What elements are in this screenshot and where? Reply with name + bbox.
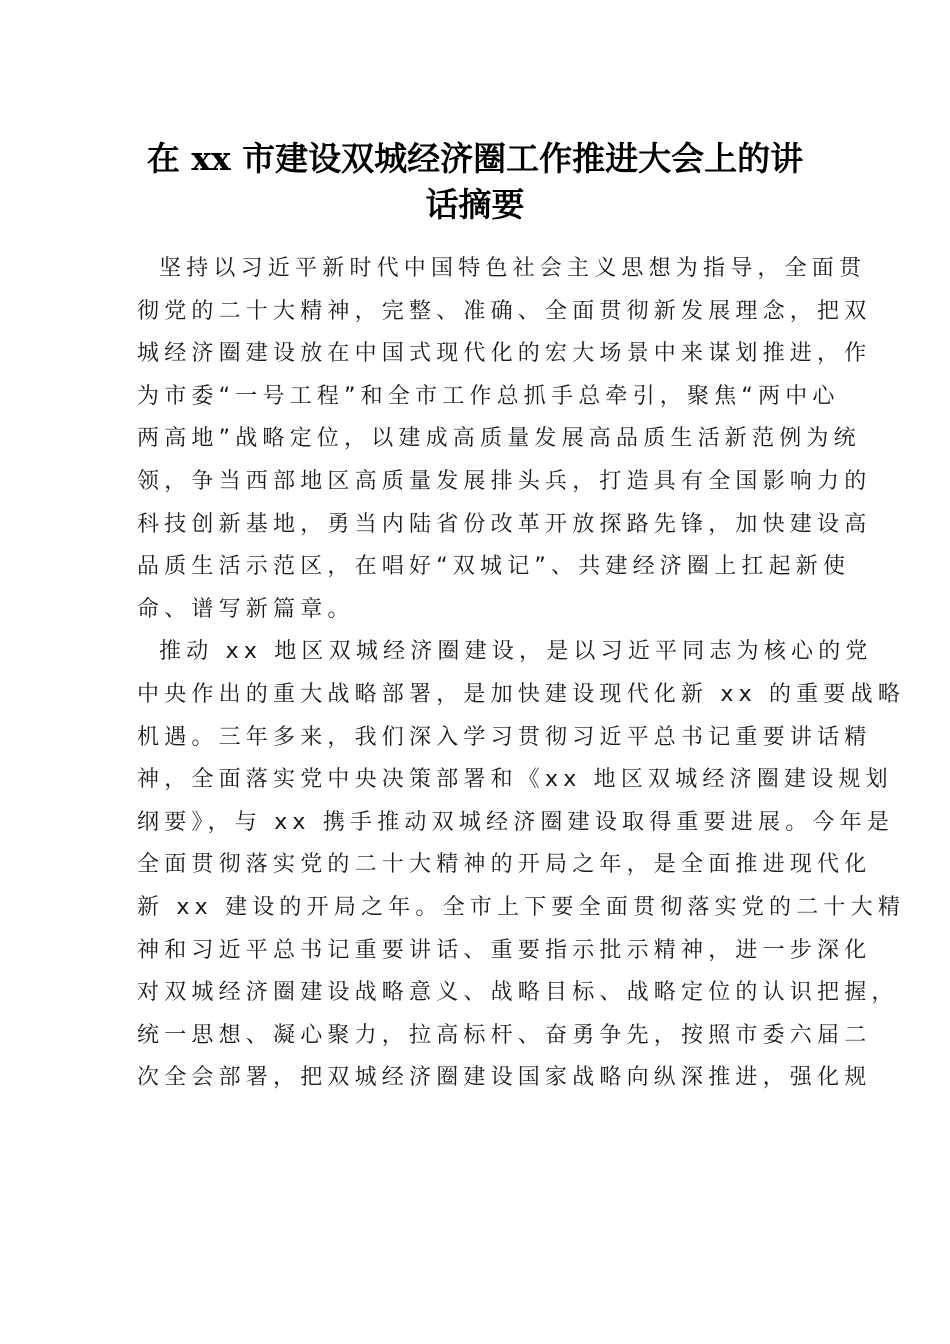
text-line: 品质生活示范区，在唱好“双城记”、共建经济圈上扛起新使 bbox=[137, 554, 851, 580]
text-line: 机遇。三年多来，我们深入学习贯彻习近平总书记重要讲话精 bbox=[137, 724, 872, 750]
text-line: 推动 xx 地区双城经济圈建设，是以习近平同志为核心的党 bbox=[159, 639, 873, 665]
text-line: 领，争当西部地区高质量发展排头兵，打造具有全国影响力的 bbox=[137, 468, 872, 494]
title-line-2: 话摘要 bbox=[425, 185, 525, 224]
text-line: 中央作出的重大战略部署，是加快建设现代化新 xx 的重要战略 bbox=[137, 681, 906, 707]
document-body bbox=[137, 248, 906, 1100]
title-line-1: 在 xx 市建设双城经济圈工作推进大会上的讲 bbox=[146, 139, 804, 178]
text-line: 两高地”战略定位，以建成高质量发展高品质生活新范例为统 bbox=[137, 426, 861, 452]
text-line: 纲要》，与 xx 携手推动双城经济圈建设取得重要进展。今年是 bbox=[137, 809, 895, 835]
text-line: 命、谱写新篇章。 bbox=[137, 596, 355, 622]
text-line: 科技创新基地，勇当内陆省份改革开放探路先锋，加快建设高 bbox=[137, 511, 872, 537]
text-line: 统一思想、凝心聚力，拉高标杆、奋勇争先，按照市委六届二 bbox=[137, 1022, 872, 1048]
text-line: 城经济圈建设放在中国式现代化的宏大场景中来谋划推进，作 bbox=[137, 341, 872, 367]
text-line: 坚持以习近平新时代中国特色社会主义思想为指导，全面贯 bbox=[159, 256, 867, 281]
text-line: 次全会部署，把双城经济圈建设国家战略向纵深推进，强化规 bbox=[137, 1065, 872, 1091]
text-line: 彻党的二十大精神，完整、准确、全面贯彻新发展理念，把双 bbox=[137, 298, 872, 324]
text-line: 神，全面落实党中央决策部署和《xx 地区双城经济圈建设规划 bbox=[137, 767, 893, 793]
text-line: 对双城经济圈建设战略意义、战略目标、战略定位的认识把握， bbox=[137, 980, 899, 1006]
text-line: 为市委“一号工程”和全市工作总抓手总牵引，聚焦“两中心 bbox=[137, 383, 840, 409]
text-line: 神和习近平总书记重要讲话、重要指示批示精神，进一步深化 bbox=[137, 937, 872, 963]
paragraph-2 bbox=[137, 631, 906, 1100]
paragraph-1 bbox=[137, 248, 872, 631]
document-title bbox=[118, 136, 832, 228]
text-line: 新 xx 建设的开局之年。全市上下要全面贯彻落实党的二十大精 bbox=[137, 894, 906, 920]
text-line: 全面贯彻落实党的二十大精神的开局之年，是全面推进现代化 bbox=[137, 852, 872, 878]
